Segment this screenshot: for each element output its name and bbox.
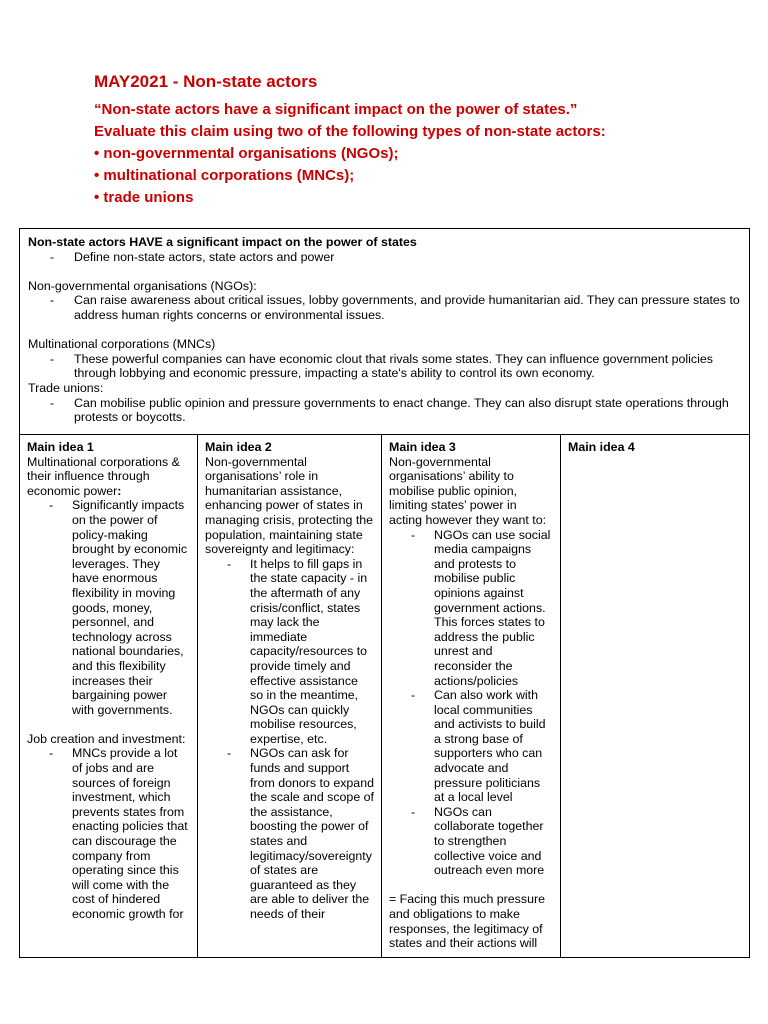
main-idea-2-intro: Non-governmental organisations’ role in humanitarian assistance, enhancing power of states in managing crisis, protecting the population, maintaining state sovereignty and legitimacy: <box>205 454 374 557</box>
prompt-option-ngos: • non-governmental organisations (NGOs); <box>94 145 399 162</box>
main-idea-3-heading: Main idea 3 <box>389 440 456 454</box>
intro-cell <box>20 229 749 435</box>
intro-heading: Non-state actors HAVE a significant impact on the power of states <box>28 235 417 249</box>
prompt-option-mncs: • multinational corporations (MNCs); <box>94 167 355 184</box>
page-title: MAY2021 - Non-state actors <box>94 72 318 91</box>
prompt-instruction: Evaluate this claim using two of the following types of non-state actors: <box>94 123 606 140</box>
main-idea-1-cell <box>20 435 198 957</box>
main-idea-4-heading: Main idea 4 <box>568 440 635 454</box>
main-idea-1-heading: Main idea 1 <box>27 440 94 454</box>
main-idea-3-bullet-2: - Can also work with local communities and activists to build a strong base of supporters who can advocate and pressure politicians at a local level <box>389 688 553 805</box>
trade-unions-item: - Can mobilise public opinion and pressure governments to enact change. They can also disrupt state operations through protests or boycotts. <box>28 396 741 425</box>
ngo-item: - Can raise awareness about critical issues, lobby governments, and provide humanitarian aid. They can pressure states to address human rights concerns or environmental issues. <box>28 293 741 322</box>
mnc-label: Multinational corporations (MNCs) <box>28 337 216 352</box>
main-idea-1-sublabel: Job creation and investment: <box>27 731 186 746</box>
main-idea-1-intro-colon: : <box>117 483 122 498</box>
ngo-label: Non-governmental organisations (NGOs): <box>28 278 257 293</box>
main-idea-3-bullet-1: - NGOs can use social media campaigns and protests to mobilise public opinions against government actions. This forces states to address the public unrest and reconsider the actions/policies <box>389 528 553 689</box>
main-idea-1-bullet-1: - Significantly impacts on the power of policy-making brought by economic leverages. They have enormous flexibility in moving goods, money, personnel, and technology across national boundaries, and this flexibility increases their bargaining power with governments. <box>27 498 190 717</box>
prompt-option-trade-unions: • trade unions <box>94 189 194 206</box>
main-idea-3-conclusion: = Facing this much pressure and obligations to make responses, the legitimacy of states and their actions will <box>389 892 545 951</box>
main-idea-3-bullet-3: - NGOs can collaborate together to strengthen collective voice and outreach even more <box>389 805 553 878</box>
main-idea-1-intro-text: Multinational corporations & their influence through economic power <box>27 454 180 498</box>
essay-plan-table <box>19 228 750 958</box>
main-idea-2-cell <box>198 435 382 957</box>
prompt-quote: “Non-state actors have a significant impact on the power of states.” <box>94 101 578 118</box>
main-ideas-row <box>20 435 749 957</box>
main-idea-4-cell <box>561 435 749 957</box>
main-idea-3-intro: Non-governmental organisations’ ability to mobilise public opinion, limiting states’ power in acting however they want to: <box>389 454 547 527</box>
prompt-header <box>94 71 734 209</box>
main-idea-2-heading: Main idea 2 <box>205 440 272 454</box>
intro-define-item: - Define non-state actors, state actors and power <box>28 250 741 265</box>
mnc-item: - These powerful companies can have economic clout that rivals some states. They can influence government policies through lobbying and economic pressure, impacting a state's ability to control its own economy. <box>28 352 741 381</box>
main-idea-1-intro <box>27 455 190 499</box>
main-idea-2-bullet-1: - It helps to fill gaps in the state capacity - in the aftermath of any crisis/conflict, states may lack the immediate capacity/resources to provide timely and effective assistance so in the meantime, NGOs can quickly mobilise resources, expertise, etc. <box>205 557 374 747</box>
main-idea-1-bullet-2: - MNCs provide a lot of jobs and are sources of foreign investment, which prevents states from enacting policies that can discourage the company from operating since this will come with the cost of hindered economic growth for <box>27 746 190 921</box>
main-idea-2-bullet-2: - NGOs can ask for funds and support from donors to expand the scale and scope of the assistance, boosting the power of states and legitimacy/sovereignty of states are guaranteed as they are able to deliver the needs of their <box>205 746 374 921</box>
trade-unions-label: Trade unions: <box>28 380 104 395</box>
main-idea-3-cell <box>382 435 561 957</box>
